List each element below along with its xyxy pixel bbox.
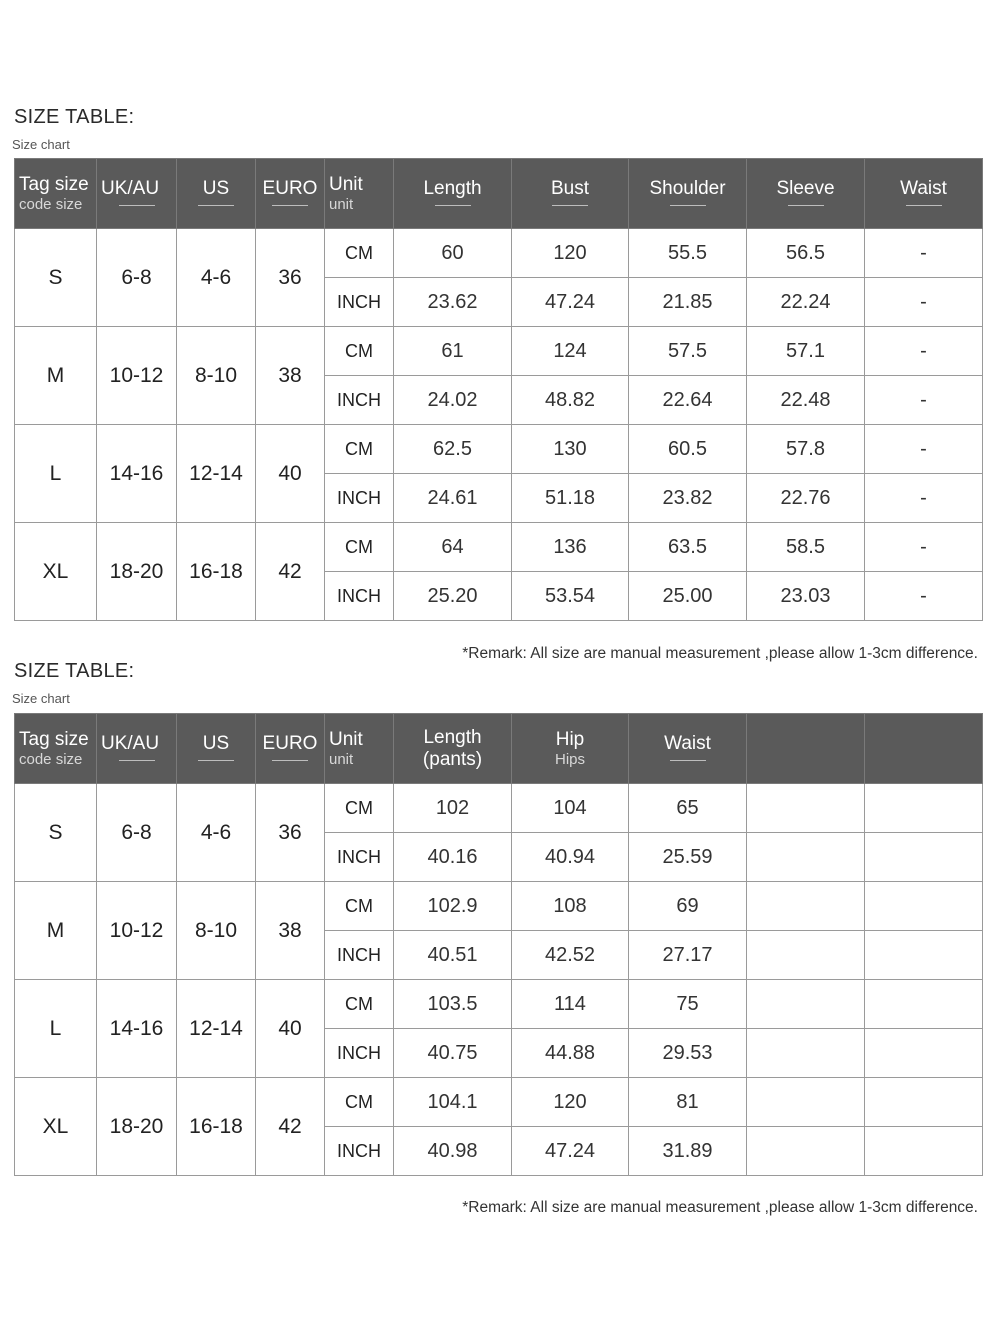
cell-euro: 38 (256, 327, 325, 425)
section-title: SIZE TABLE: (14, 106, 135, 128)
header-tag-size: Tag size code size (15, 159, 97, 229)
table-row (15, 882, 983, 931)
remark-text: *Remark: All size are manual measurement ,please allow 1-3cm difference. (462, 1199, 978, 1216)
cell-empty (865, 1029, 983, 1078)
section-subtitle: Size chart (12, 137, 70, 152)
header-ukau: UK/AU (97, 159, 177, 229)
cell-sleeve: 56.5 (747, 229, 865, 278)
cell-hip: 40.94 (512, 833, 629, 882)
table-row (15, 784, 983, 833)
cell-size: XL (15, 523, 97, 621)
cell-length: 60 (394, 229, 512, 278)
header-empty (865, 714, 983, 784)
cell-empty (865, 882, 983, 931)
cell-us: 4-6 (177, 229, 256, 327)
table-row (15, 980, 983, 1029)
cell-euro: 40 (256, 980, 325, 1078)
cell-euro: 40 (256, 425, 325, 523)
cell-unit: INCH (325, 572, 394, 621)
cell-size: L (15, 980, 97, 1078)
cell-bust: 124 (512, 327, 629, 376)
cell-shoulder: 60.5 (629, 425, 747, 474)
header-hip: Hip Hips (512, 714, 629, 784)
cell-sleeve: 58.5 (747, 523, 865, 572)
header-shoulder: Shoulder (629, 159, 747, 229)
cell-waist: 69 (629, 882, 747, 931)
cell-ukau: 6-8 (97, 784, 177, 882)
cell-waist: - (865, 425, 983, 474)
cell-ukau: 10-12 (97, 327, 177, 425)
cell-length: 103.5 (394, 980, 512, 1029)
cell-sleeve: 22.24 (747, 278, 865, 327)
cell-length: 23.62 (394, 278, 512, 327)
header-tag-size: Tag size code size (15, 714, 97, 784)
header-bust: Bust (512, 159, 629, 229)
cell-empty (865, 784, 983, 833)
cell-ukau: 6-8 (97, 229, 177, 327)
cell-unit: INCH (325, 1127, 394, 1176)
cell-waist: 29.53 (629, 1029, 747, 1078)
header-empty (747, 714, 865, 784)
cell-size: S (15, 229, 97, 327)
cell-shoulder: 22.64 (629, 376, 747, 425)
cell-size: M (15, 882, 97, 980)
cell-unit: CM (325, 523, 394, 572)
cell-size: M (15, 327, 97, 425)
cell-euro: 38 (256, 882, 325, 980)
header-us: US (177, 159, 256, 229)
header-us: US (177, 714, 256, 784)
cell-hip: 47.24 (512, 1127, 629, 1176)
cell-us: 8-10 (177, 882, 256, 980)
remark-text: *Remark: All size are manual measurement ,please allow 1-3cm difference. (462, 645, 978, 662)
cell-empty (865, 833, 983, 882)
cell-length: 64 (394, 523, 512, 572)
cell-length: 24.61 (394, 474, 512, 523)
cell-bust: 120 (512, 229, 629, 278)
header-length-pants: Length (pants) (394, 714, 512, 784)
section-subtitle: Size chart (12, 691, 70, 706)
cell-empty (747, 882, 865, 931)
cell-shoulder: 25.00 (629, 572, 747, 621)
cell-empty (865, 1127, 983, 1176)
cell-length: 40.51 (394, 931, 512, 980)
section-title: SIZE TABLE: (14, 660, 135, 682)
header-unit: Unit unit (325, 714, 394, 784)
cell-unit: CM (325, 882, 394, 931)
cell-length: 102 (394, 784, 512, 833)
cell-euro: 42 (256, 523, 325, 621)
cell-waist: - (865, 523, 983, 572)
table-row (15, 1078, 983, 1127)
cell-waist: - (865, 327, 983, 376)
cell-waist: - (865, 229, 983, 278)
cell-bust: 48.82 (512, 376, 629, 425)
cell-sleeve: 23.03 (747, 572, 865, 621)
cell-unit: CM (325, 980, 394, 1029)
cell-empty (747, 931, 865, 980)
cell-sleeve: 22.76 (747, 474, 865, 523)
cell-us: 8-10 (177, 327, 256, 425)
cell-empty (747, 1078, 865, 1127)
cell-bust: 51.18 (512, 474, 629, 523)
cell-empty (865, 1078, 983, 1127)
header-euro: EURO (256, 159, 325, 229)
cell-hip: 44.88 (512, 1029, 629, 1078)
cell-bust: 130 (512, 425, 629, 474)
cell-us: 4-6 (177, 784, 256, 882)
cell-empty (747, 980, 865, 1029)
header-row (15, 714, 983, 784)
cell-unit: INCH (325, 474, 394, 523)
cell-ukau: 14-16 (97, 425, 177, 523)
cell-unit: INCH (325, 931, 394, 980)
cell-waist: 25.59 (629, 833, 747, 882)
cell-ukau: 10-12 (97, 882, 177, 980)
header-unit: Unit unit (325, 159, 394, 229)
cell-euro: 36 (256, 784, 325, 882)
cell-unit: CM (325, 327, 394, 376)
cell-empty (747, 1127, 865, 1176)
size-table-pants (14, 713, 983, 1176)
cell-shoulder: 63.5 (629, 523, 747, 572)
cell-empty (747, 833, 865, 882)
cell-waist: 65 (629, 784, 747, 833)
cell-sleeve: 57.1 (747, 327, 865, 376)
cell-length: 61 (394, 327, 512, 376)
cell-empty (865, 931, 983, 980)
cell-empty (865, 980, 983, 1029)
header-sleeve: Sleeve (747, 159, 865, 229)
cell-unit: INCH (325, 278, 394, 327)
header-euro: EURO (256, 714, 325, 784)
cell-unit: INCH (325, 376, 394, 425)
cell-size: XL (15, 1078, 97, 1176)
cell-hip: 114 (512, 980, 629, 1029)
cell-length: 102.9 (394, 882, 512, 931)
cell-unit: CM (325, 784, 394, 833)
cell-bust: 136 (512, 523, 629, 572)
cell-unit: CM (325, 1078, 394, 1127)
cell-size: L (15, 425, 97, 523)
header-waist: Waist (865, 159, 983, 229)
cell-unit: INCH (325, 833, 394, 882)
cell-size: S (15, 784, 97, 882)
cell-waist: - (865, 572, 983, 621)
header-waist: Waist (629, 714, 747, 784)
cell-shoulder: 55.5 (629, 229, 747, 278)
cell-length: 24.02 (394, 376, 512, 425)
cell-us: 16-18 (177, 1078, 256, 1176)
cell-waist: 27.17 (629, 931, 747, 980)
cell-bust: 47.24 (512, 278, 629, 327)
cell-length: 62.5 (394, 425, 512, 474)
cell-euro: 42 (256, 1078, 325, 1176)
cell-waist: 81 (629, 1078, 747, 1127)
cell-hip: 120 (512, 1078, 629, 1127)
cell-shoulder: 23.82 (629, 474, 747, 523)
cell-waist: - (865, 376, 983, 425)
cell-length: 40.16 (394, 833, 512, 882)
cell-unit: INCH (325, 1029, 394, 1078)
cell-us: 12-14 (177, 425, 256, 523)
cell-waist: 31.89 (629, 1127, 747, 1176)
cell-euro: 36 (256, 229, 325, 327)
cell-bust: 53.54 (512, 572, 629, 621)
cell-unit: CM (325, 229, 394, 278)
cell-length: 104.1 (394, 1078, 512, 1127)
cell-shoulder: 57.5 (629, 327, 747, 376)
cell-us: 16-18 (177, 523, 256, 621)
cell-sleeve: 22.48 (747, 376, 865, 425)
cell-us: 12-14 (177, 980, 256, 1078)
cell-length: 25.20 (394, 572, 512, 621)
cell-empty (747, 1029, 865, 1078)
cell-ukau: 18-20 (97, 523, 177, 621)
cell-sleeve: 57.8 (747, 425, 865, 474)
cell-length: 40.98 (394, 1127, 512, 1176)
cell-ukau: 18-20 (97, 1078, 177, 1176)
header-ukau: UK/AU (97, 714, 177, 784)
cell-waist: 75 (629, 980, 747, 1029)
cell-hip: 104 (512, 784, 629, 833)
cell-hip: 42.52 (512, 931, 629, 980)
cell-empty (747, 784, 865, 833)
cell-shoulder: 21.85 (629, 278, 747, 327)
header-length: Length (394, 159, 512, 229)
cell-waist: - (865, 474, 983, 523)
cell-ukau: 14-16 (97, 980, 177, 1078)
cell-waist: - (865, 278, 983, 327)
cell-length: 40.75 (394, 1029, 512, 1078)
cell-unit: CM (325, 425, 394, 474)
cell-hip: 108 (512, 882, 629, 931)
